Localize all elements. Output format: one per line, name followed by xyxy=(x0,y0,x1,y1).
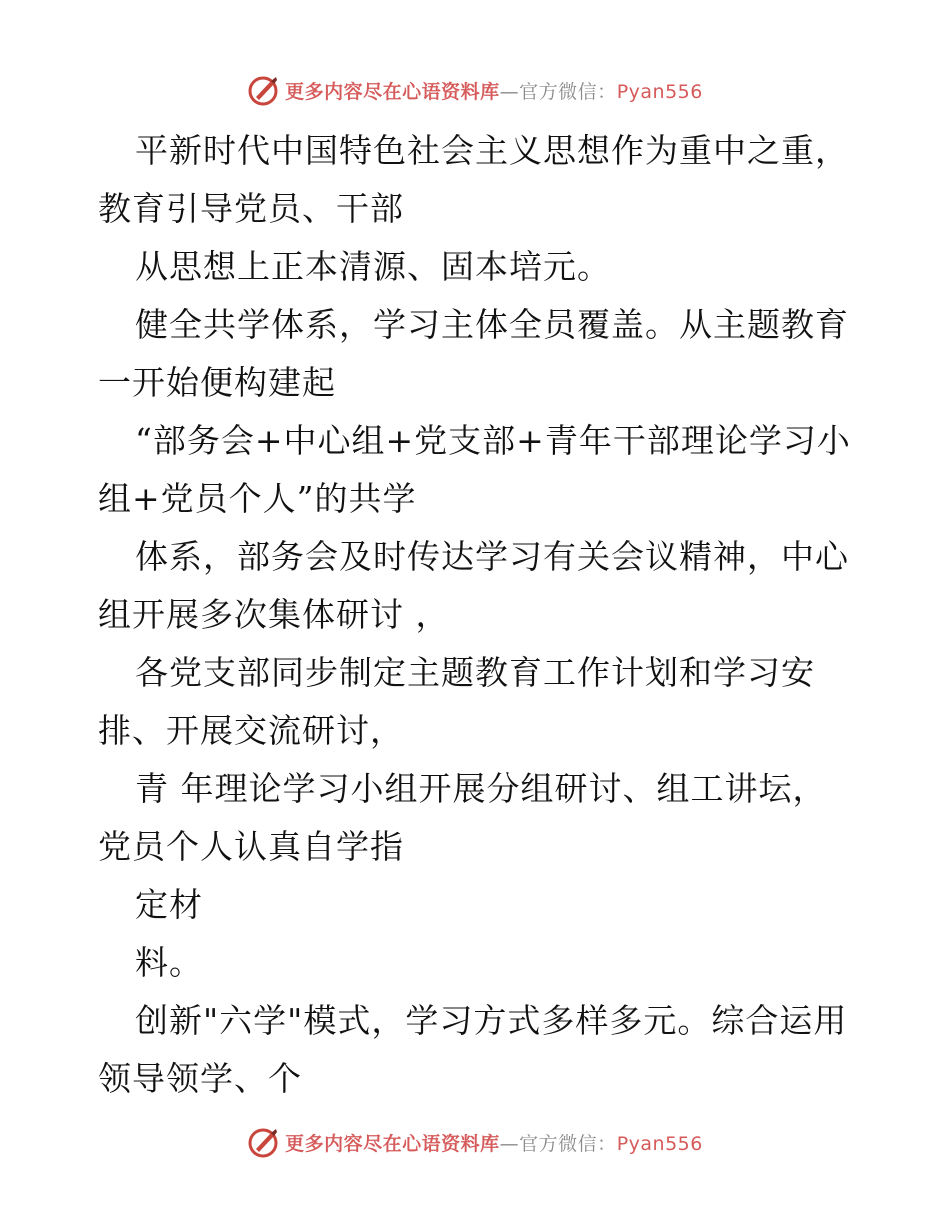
document-line: 党员个人认真自学指 xyxy=(98,827,404,866)
document-line: “部务会+中心组+党支部+青年干部理论学习小 xyxy=(135,421,851,460)
brand-logo-icon xyxy=(247,73,281,107)
brand-logo-icon xyxy=(247,1125,281,1159)
footer-wechat-label: 官方微信： xyxy=(519,1132,617,1155)
header-separator: — xyxy=(499,80,520,103)
document-line: 一开始便构建起 xyxy=(98,363,336,402)
document-line: 从思想上正本清源、固本培元。 xyxy=(135,247,611,286)
header-wechat-account: Pyan556 xyxy=(616,80,703,103)
header-brand-text: 更多内容尽在心语资料库 xyxy=(285,80,500,103)
document-line: 教育引导党员、干部 xyxy=(98,189,404,228)
header-banner-text xyxy=(285,77,703,104)
footer-separator: — xyxy=(499,1132,520,1155)
document-line: 创新"六学"模式，学习方式多样多元。综合运用 xyxy=(135,1001,848,1040)
document-line: 定材 xyxy=(135,885,203,924)
document-body xyxy=(98,122,858,1108)
document-line: 平新时代中国特色社会主义思想作为重中之重， xyxy=(135,131,849,170)
document-line: 组+党员个人”的共学 xyxy=(98,479,417,518)
footer-banner-text xyxy=(285,1129,703,1156)
document-line: 青 年理论学习小组开展分组研讨、组工讲坛， xyxy=(135,769,827,808)
footer-watermark-banner xyxy=(0,1122,950,1162)
document-line: 健全共学体系，学习主体全员覆盖。从主题教育 xyxy=(135,305,849,344)
header-wechat-label: 官方微信： xyxy=(519,80,617,103)
document-line: 领导领学、个 xyxy=(98,1059,302,1098)
document-line: 料。 xyxy=(135,943,203,982)
document-line: 体系，部务会及时传达学习有关会议精神，中心 xyxy=(135,537,849,576)
document-line: 组开展多次集体研讨 ， xyxy=(98,595,450,634)
document-line: 各党支部同步制定主题教育工作计划和学习安 xyxy=(135,653,815,692)
document-line: 排、开展交流研讨， xyxy=(98,711,404,750)
header-watermark-banner xyxy=(0,70,950,110)
footer-brand-text: 更多内容尽在心语资料库 xyxy=(285,1132,500,1155)
footer-wechat-account: Pyan556 xyxy=(616,1132,703,1155)
